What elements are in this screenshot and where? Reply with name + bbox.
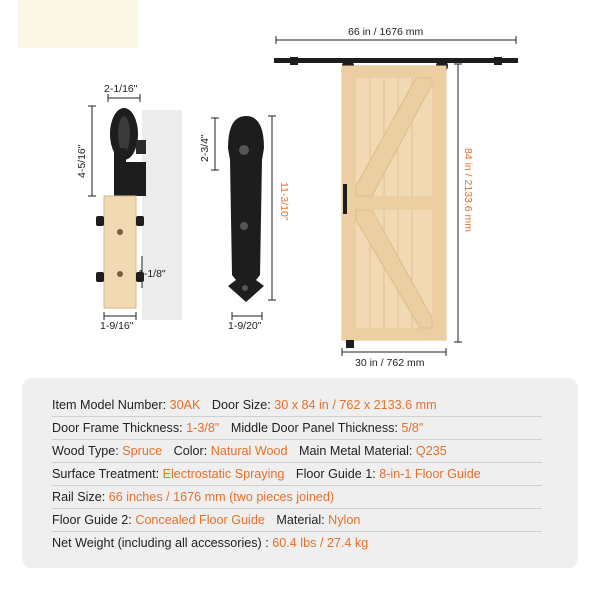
door-width-label: 30 in / 762 mm bbox=[355, 357, 425, 369]
rail-length-label: 66 in / 1676 mm bbox=[348, 26, 424, 38]
spec-value: 30 x 84 in / 762 x 2133.6 mm bbox=[274, 398, 437, 412]
spec-label: Floor Guide 2: bbox=[52, 513, 132, 527]
spec-value: Natural Wood bbox=[210, 444, 288, 458]
spec-value: Nylon bbox=[328, 513, 361, 527]
spec-row-4 bbox=[52, 463, 542, 485]
frame-edge-label: 1-1/8" bbox=[138, 268, 166, 280]
spec-value: 60.4 lbs / 27.4 kg bbox=[272, 536, 369, 550]
spec-row-3 bbox=[52, 440, 542, 462]
hanger-length-label: 11-3/10" bbox=[278, 182, 290, 221]
spec-value: Electrostatic Spraying bbox=[162, 467, 285, 481]
spec-label: Net Weight (including all accessories) : bbox=[52, 536, 269, 550]
hanger-strap bbox=[211, 116, 276, 320]
spec-label: Main Metal Material: bbox=[299, 444, 413, 458]
spec-value: Spruce bbox=[122, 444, 163, 458]
spec-value: 8-in-1 Floor Guide bbox=[379, 467, 481, 481]
spec-label: Surface Treatment: bbox=[52, 467, 160, 481]
spec-card bbox=[22, 378, 578, 568]
spec-value: 66 inches / 1676 mm (two pieces joined) bbox=[108, 490, 335, 504]
spec-label: Item Model Number: bbox=[52, 398, 167, 412]
spec-row-7 bbox=[52, 532, 542, 554]
spec-row-5 bbox=[52, 486, 542, 508]
hanger-top-label: 2-3/4" bbox=[199, 134, 211, 162]
spec-label: Material: bbox=[276, 513, 325, 527]
spec-label: Door Frame Thickness: bbox=[52, 421, 183, 435]
spec-value: 5/8" bbox=[401, 421, 424, 435]
spec-row-2 bbox=[52, 417, 542, 439]
spec-label: Rail Size: bbox=[52, 490, 106, 504]
roller-side-view bbox=[88, 94, 182, 320]
spec-label: Door Size: bbox=[211, 398, 271, 412]
spec-row-1 bbox=[52, 394, 542, 416]
spec-label: Wood Type: bbox=[52, 444, 119, 458]
spec-value: Concealed Floor Guide bbox=[135, 513, 265, 527]
barn-door bbox=[274, 36, 518, 356]
spec-value: 30AK bbox=[169, 398, 201, 412]
spec-row-6 bbox=[52, 509, 542, 531]
roller-width-label: 2-1/16" bbox=[104, 83, 138, 95]
spec-label: Middle Door Panel Thickness: bbox=[230, 421, 398, 435]
spec-value: Q235 bbox=[415, 444, 447, 458]
spec-label: Color: bbox=[173, 444, 208, 458]
hanger-bottom-label: 1-9/20" bbox=[228, 320, 262, 332]
door-height-label: 84 in / 2133.6 mm bbox=[462, 148, 474, 233]
spec-value: 1-3/8" bbox=[186, 421, 220, 435]
spec-label: Floor Guide 1: bbox=[295, 467, 376, 481]
roller-height-label: 4-5/16" bbox=[76, 144, 88, 178]
frame-bottom-label: 1-9/16" bbox=[100, 320, 134, 332]
